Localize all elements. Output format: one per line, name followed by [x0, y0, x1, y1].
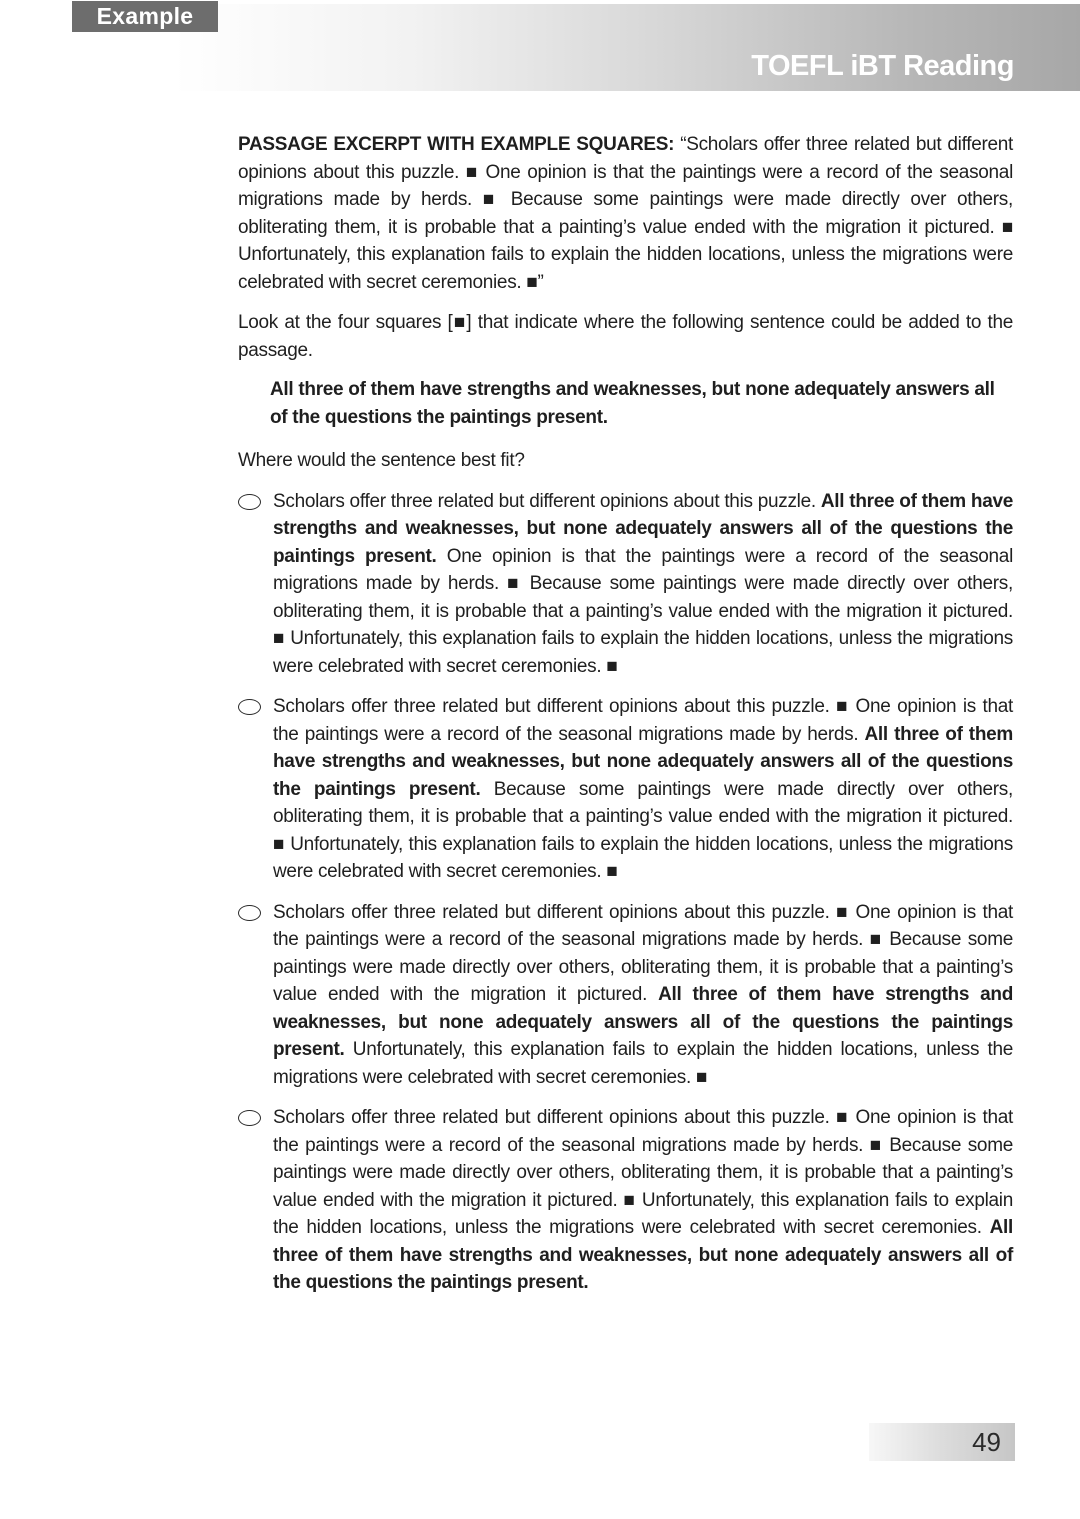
options-list	[238, 488, 1013, 1297]
answer-option-1	[238, 488, 1013, 681]
body-text-run: “Scholars offer three related but different opinions about this puzzle. ■ One opinion is that the paintings were a record of the seasonal migrations made by herds. ■ Because some paintings were made directly over others, obliterating them, it is probable that a painting’s value ended with the migration it pictured. ■ Unfortunately, this explanation fails to explain the hidden locations, unless the migrations were celebrated with secret ceremonies. ■”	[238, 134, 1013, 293]
option-text	[273, 899, 1013, 1092]
option-text	[273, 693, 1013, 886]
answer-option-2	[238, 693, 1013, 886]
instructions-text: Look at the four squares [■] that indicate where the following sentence could be added to the passage.	[238, 312, 1013, 361]
answer-oval-icon	[238, 494, 261, 510]
bold-text-run: PASSAGE EXCERPT WITH EXAMPLE SQUARES:	[238, 134, 681, 155]
answer-option-4	[238, 1104, 1013, 1297]
bold-text-run: All three of them have strengths and weaknesses, but none adequately answers all of the questions the paintings present.	[273, 1217, 1013, 1293]
header-title: TOEFL iBT Reading	[751, 50, 1014, 82]
body-text-run: Unfortunately, this explanation fails to explain the hidden locations, unless the migrations were celebrated with secret ceremonies. ■	[273, 1039, 1013, 1088]
answer-oval-icon	[238, 905, 261, 921]
answer-option-3	[238, 899, 1013, 1092]
body-text-run: Because some paintings were made directly over others, obliterating them, it is probable that a painting’s value ended with the migration it pictured. ■ Unfortunately, this explanation fails to explain the hidden locations, unless the migrations were celebrated with secret ceremonies. ■	[273, 778, 1013, 882]
question-text: Where would the sentence best fit?	[238, 450, 525, 471]
content-area	[0, 131, 1013, 1310]
body-text-run: Scholars offer three related but different opinions about this puzzle. ■ One opinion is that the paintings were a record of the seasonal migrations made by herds. ■ Because some paintings were made directly over others, obliterating them, it is probable that a painting’s value ended with the migration it pictured. ■ Unfortunately, this explanation fails to explain the hidden locations, unless the migrations were celebrated with secret ceremonies.	[273, 1107, 1013, 1238]
bold-text-run: All three of them have strengths and weaknesses, but none adequately answers all of the questions the paintings present.	[273, 490, 1013, 567]
page-number-box	[869, 1423, 1015, 1461]
body-text-run: Scholars offer three related but different opinions about this puzzle.	[273, 490, 821, 512]
insert-sentence: All three of them have strengths and weaknesses, but none adequately answers all of the questions the paintings present.	[270, 379, 995, 428]
answer-oval-icon	[238, 699, 261, 715]
body-text-run: Scholars offer three related but different opinions about this puzzle. ■ One opinion is that the paintings were a record of the seasonal migrations made by herds. ■ Because some paintings were made directly over others, obliterating them, it is probable that a painting’s value ended with the migration it pictured.	[273, 901, 1013, 1005]
bold-text-run: All three of them have strengths and weaknesses, but none adequately answers all of the questions the paintings present.	[273, 723, 1014, 800]
option-text	[273, 1104, 1013, 1297]
bold-text-run: All three of them have strengths and weaknesses, but none adequately answers all of the questions the paintings present.	[273, 984, 1013, 1060]
passage-excerpt	[238, 131, 1013, 296]
body-text-run: One opinion is that the paintings were a record of the seasonal migrations made by herds. ■ Because some paintings were made directly over others, obliterating them, it is probable that a painting’s value ended with the migration it pictured. ■ Unfortunately, this explanation fails to explain the hidden locations, unless the migrations were celebrated with secret ceremonies. ■	[273, 545, 1013, 677]
page-number: 49	[972, 1426, 1001, 1457]
option-text	[273, 488, 1013, 681]
body-text-run: Scholars offer three related but different opinions about this puzzle. ■ One opinion is that the paintings were a record of the seasonal migrations made by herds.	[273, 696, 1013, 745]
example-label: Example	[72, 1, 218, 32]
answer-oval-icon	[238, 1110, 261, 1126]
